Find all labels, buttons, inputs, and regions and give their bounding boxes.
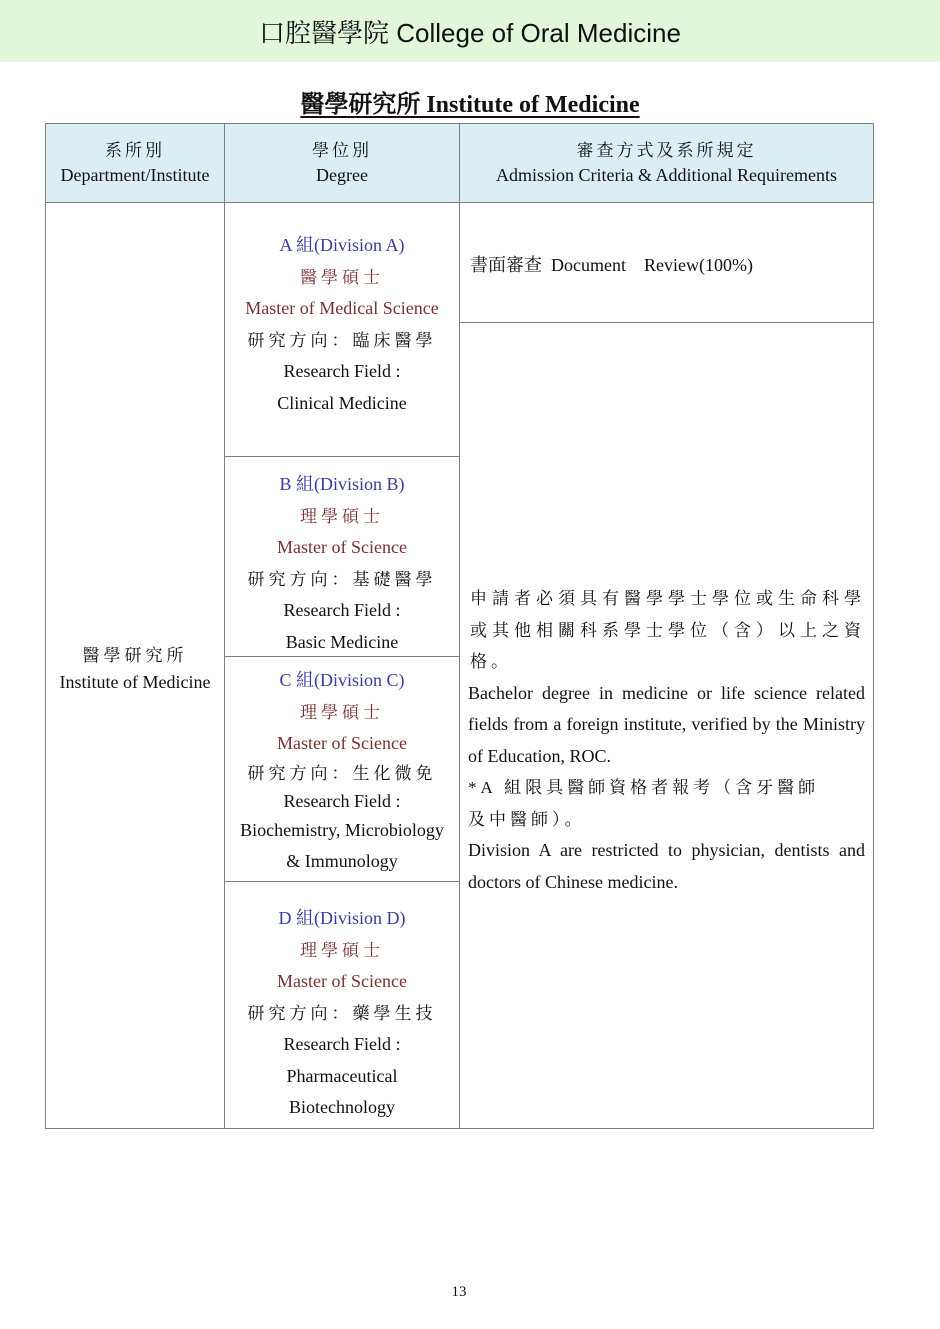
- division-d-degree-zh: 理學碩士: [300, 940, 384, 960]
- division-a-field-en: Clinical Medicine: [277, 392, 407, 413]
- review-method-cell: [459, 202, 874, 323]
- college-banner: [0, 0, 940, 62]
- requirements-cell: [459, 322, 874, 1129]
- division-b-degree-zh: 理學碩士: [300, 506, 384, 526]
- division-c-field-en-2: & Immunology: [286, 851, 398, 871]
- division-c-degree-en: Master of Science: [277, 733, 407, 753]
- department-en: Institute of Medicine: [59, 671, 211, 692]
- header-degree-zh: 學位別: [312, 141, 372, 160]
- header-criteria-zh: 審查方式及系所規定: [576, 141, 757, 160]
- division-c-field-en-1: Biochemistry, Microbiology: [240, 819, 444, 840]
- division-a-cell: [224, 202, 460, 457]
- division-b-field-zh: 研究方向：基礎醫學: [247, 569, 437, 589]
- division-d-field-en-1: Pharmaceutical: [286, 1065, 398, 1086]
- division-a-degree-en: Master of Medical Science: [245, 298, 439, 318]
- division-a-field-zh: 研究方向：臨床醫學: [247, 330, 437, 350]
- header-department-en: Department/Institute: [60, 165, 210, 185]
- header-degree: [224, 123, 460, 203]
- division-d-label: D 組(Division D): [278, 908, 406, 928]
- institute-title: 醫學研究所 Institute of Medicine: [300, 92, 640, 118]
- header-degree-en: Degree: [316, 165, 368, 185]
- division-b-label: B 組(Division B): [279, 474, 405, 494]
- division-b-cell: [224, 456, 460, 657]
- division-a-note-en: Division A are restricted to physician, dentists and doctors of Chinese medicine.: [468, 840, 865, 892]
- page-number: 13: [451, 1284, 467, 1300]
- division-d-degree-en: Master of Science: [277, 971, 407, 991]
- division-c-cell: [224, 656, 460, 882]
- header-department-zh: 系所別: [105, 141, 165, 160]
- department-cell: [45, 202, 225, 1129]
- division-b-field-label: Research Field :: [283, 600, 401, 620]
- division-c-label: C 組(Division C): [279, 670, 405, 690]
- review-method: 書面審查 Document Review(100%): [470, 255, 753, 275]
- division-a-degree-zh: 醫學碩士: [300, 267, 384, 287]
- division-d-field-en-2: Biotechnology: [289, 1097, 395, 1117]
- requirements-zh: 申請者必須具有醫學學士學位或生命科學或其他相關科系學士學位（含）以上之資格。: [470, 589, 865, 671]
- header-department: [45, 123, 225, 203]
- division-b-field-en: Basic Medicine: [285, 631, 399, 652]
- division-d-cell: [224, 881, 460, 1129]
- department-zh: 醫學研究所: [82, 645, 188, 665]
- division-c-field-label: Research Field :: [283, 790, 401, 811]
- college-title: 口腔醫學院 College of Oral Medicine: [259, 17, 681, 48]
- header-criteria: [459, 123, 874, 203]
- header-criteria-en: Admission Criteria & Additional Requirements: [496, 165, 837, 185]
- division-b-degree-en: Master of Science: [277, 537, 407, 557]
- division-c-field-zh: 研究方向：生化微免: [247, 763, 437, 783]
- division-d-field-zh: 研究方向：藥學生技: [247, 1003, 437, 1023]
- section-heading: [0, 84, 940, 119]
- requirements-en: Bachelor degree in medicine or life science related fields from a foreign institute, verified by the Ministry of Education, ROC.: [468, 682, 865, 766]
- division-a-label: A 組(Division A): [279, 235, 405, 255]
- division-d-field-label: Research Field :: [283, 1034, 401, 1054]
- division-a-field-label: Research Field :: [283, 361, 401, 381]
- division-c-degree-zh: 理學碩士: [300, 702, 384, 722]
- division-a-note-zh: *A 組限具醫師資格者報考（含牙醫師及中醫師）。: [468, 778, 820, 829]
